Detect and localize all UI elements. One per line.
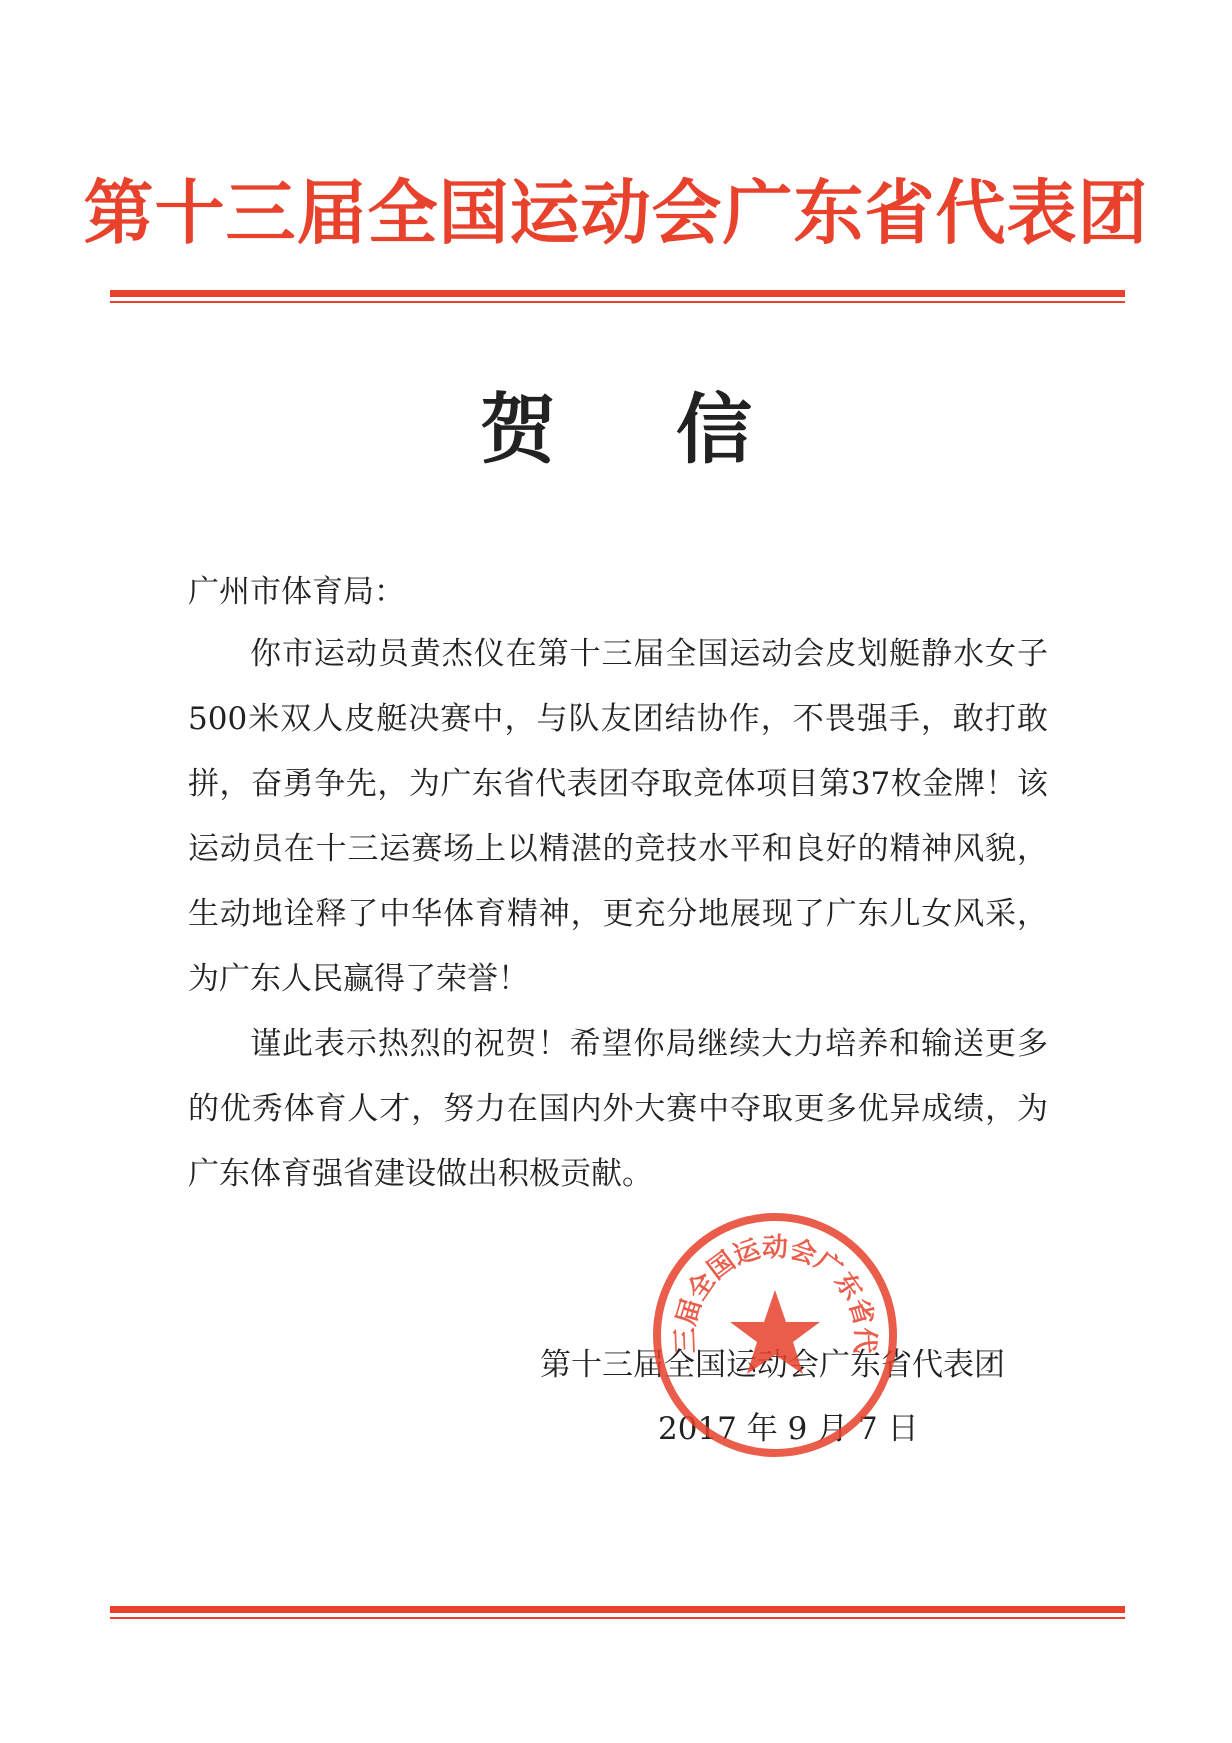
seal-lettering: 三届全国运动会广东省代 <box>670 1233 880 1355</box>
letterhead-title: 第十三届全国运动会广东省代表团 <box>83 172 1149 254</box>
official-seal <box>650 1210 900 1460</box>
divider-thick-line <box>110 1606 1125 1613</box>
divider-thin-line <box>110 301 1125 303</box>
footer-divider <box>110 1606 1125 1619</box>
document-title-char: 贺 <box>480 385 556 474</box>
divider-thick-line <box>110 290 1125 297</box>
document-title-char: 信 <box>676 385 752 474</box>
letter-body <box>188 622 1048 1207</box>
body-paragraph: 谨此表示热烈的祝贺！希望你局继续大力培养和输送更多的优秀体育人才，努力在国内外大赛中夺取更多优异成绩，为广东体育强省建设做出积极贡献。 <box>188 1026 1048 1192</box>
letterhead-divider <box>110 290 1125 303</box>
divider-thin-line <box>110 1617 1125 1619</box>
addressee: 广州市体育局： <box>188 574 405 610</box>
signature-organization: 第十三届全国运动会广东省代表团 <box>540 1347 1005 1383</box>
document-title <box>0 380 1232 480</box>
body-paragraph: 你市运动员黄杰仪在第十三届全国运动会皮划艇静水女子500米双人皮艇决赛中，与队友团结协作，不畏强手，敢打敢拼，奋勇争先，为广东省代表团夺取竞体项目第37枚金牌！该运动员在十三运赛场上以精湛的竞技水平和良好的精神风貌，生动地诠释了中华体育精神，更充分地展现了广东儿女风采，为广东人民赢得了荣誉！ <box>188 636 1048 997</box>
star-icon <box>730 1290 820 1374</box>
signature-date: 2017 年 9 月 7 日 <box>658 1411 919 1447</box>
